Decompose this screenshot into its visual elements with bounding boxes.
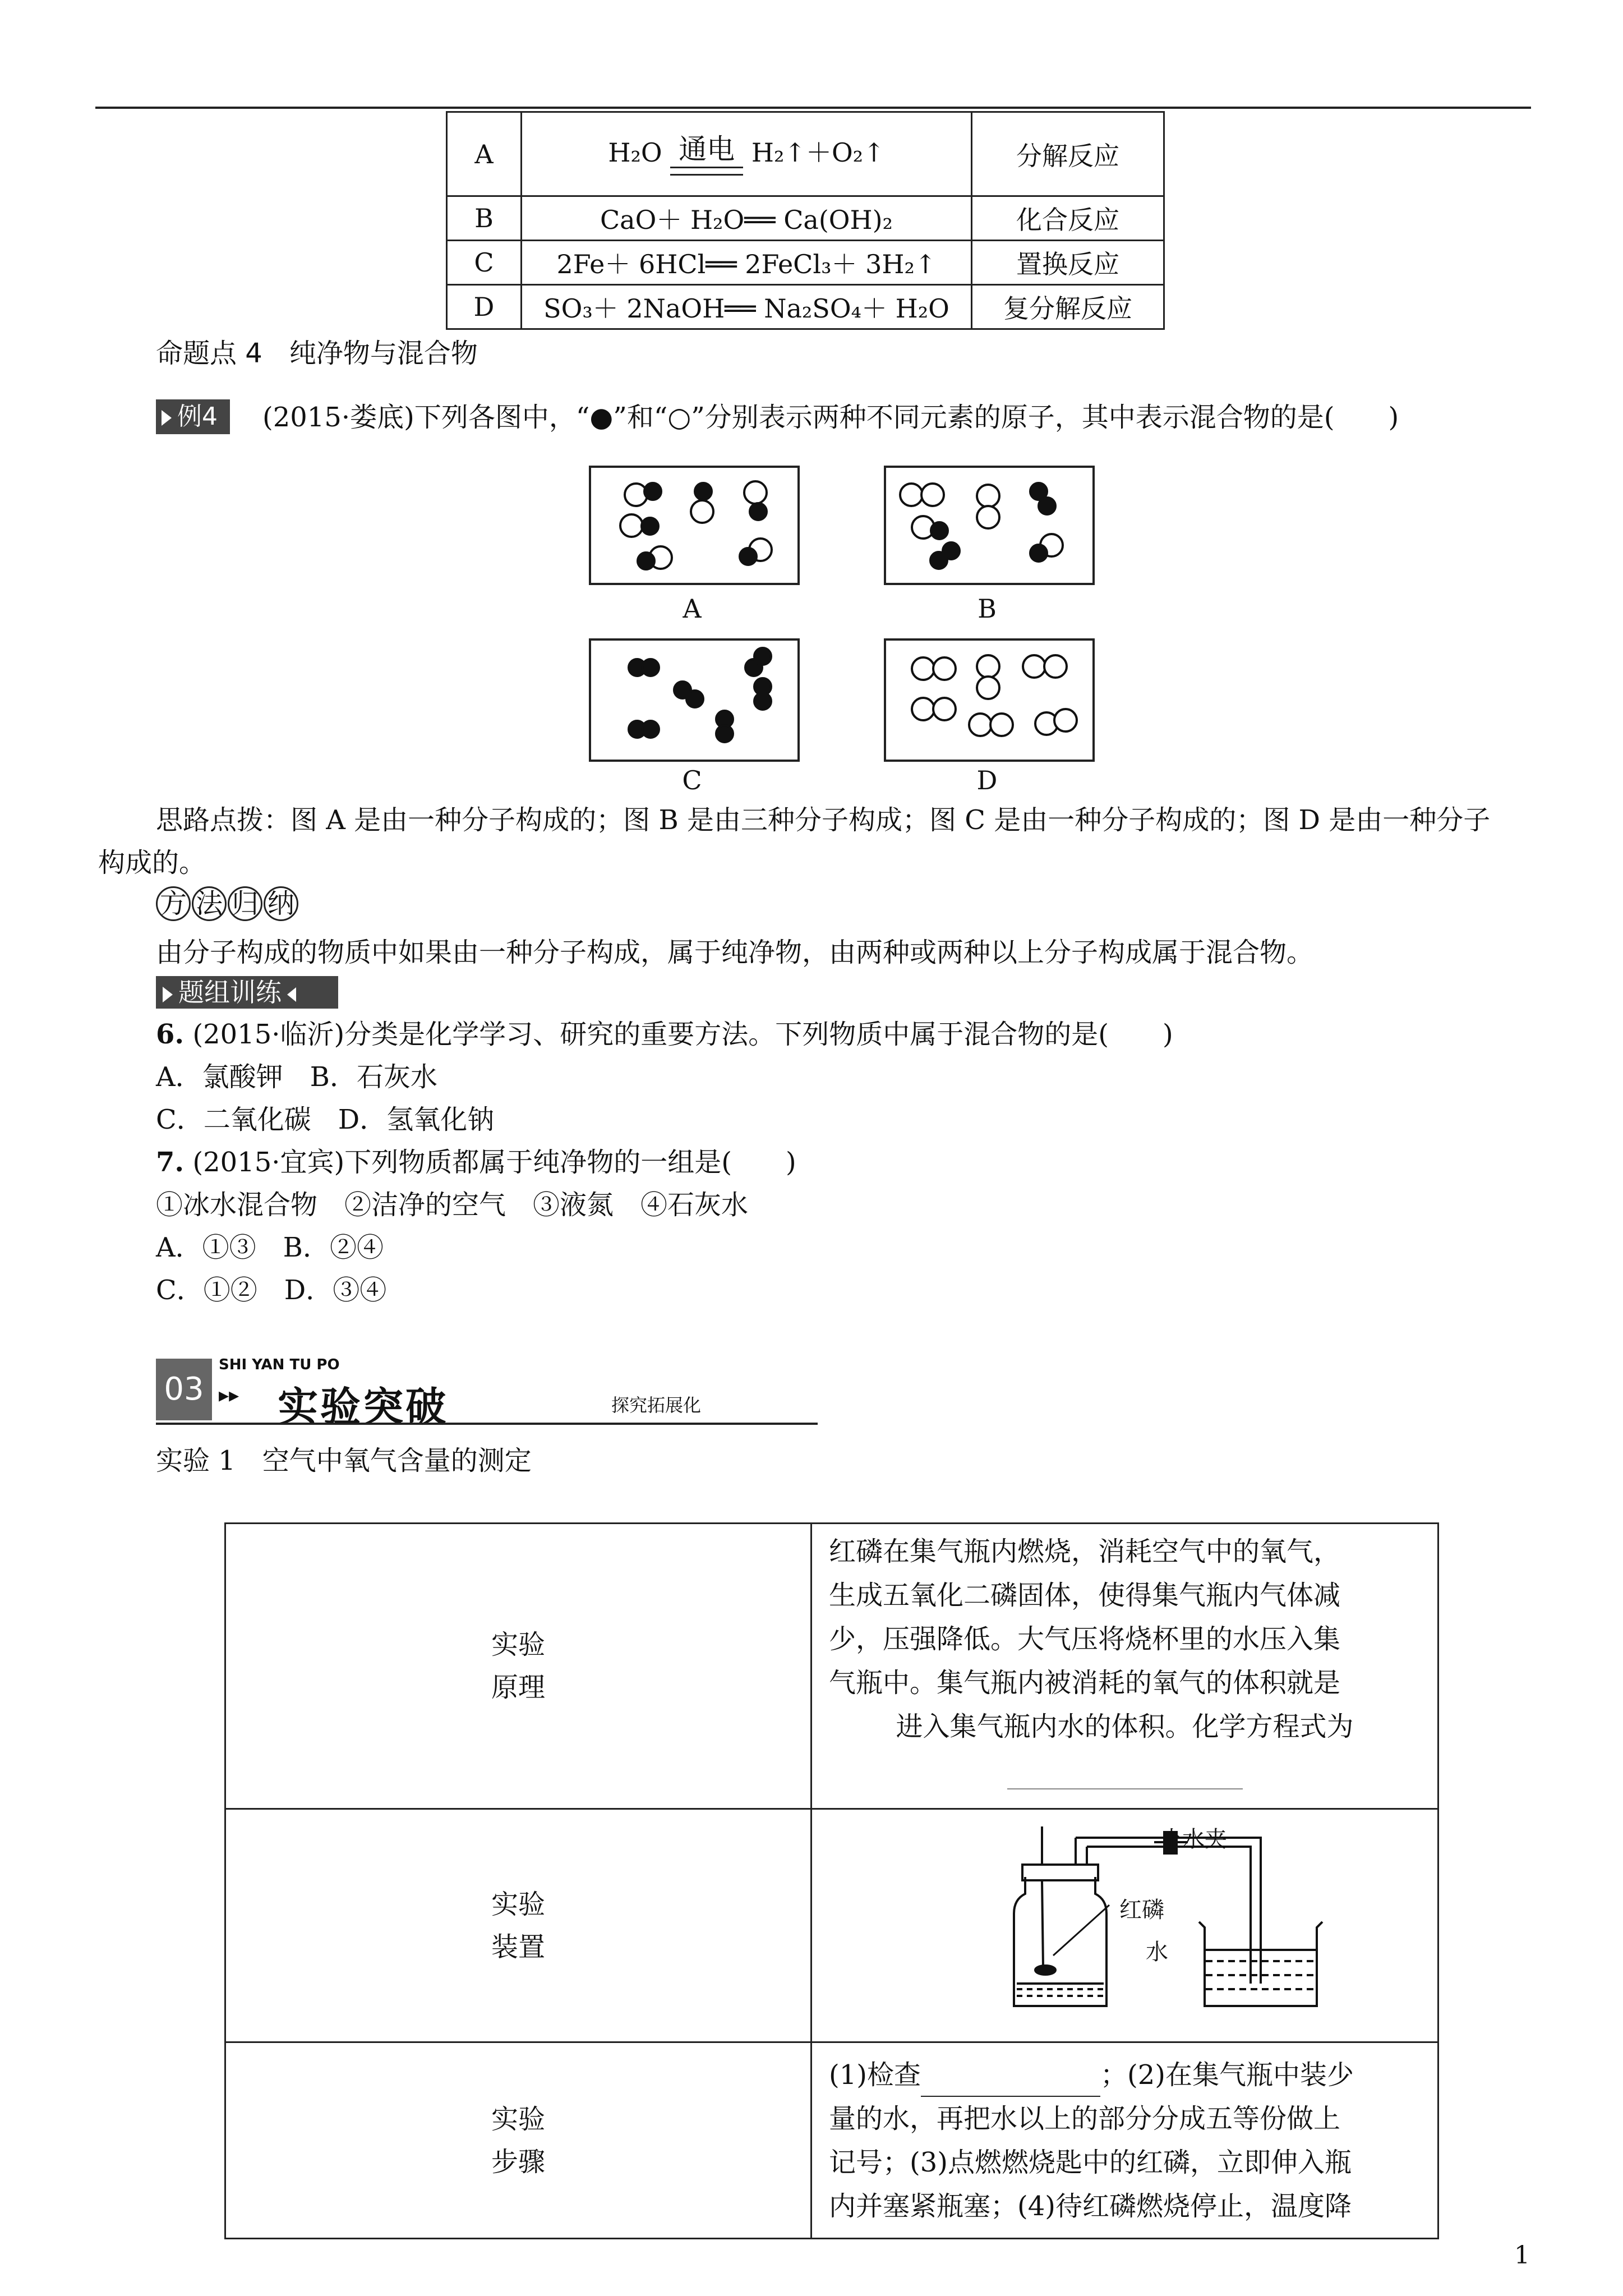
molecule-diagram-d [886,641,1092,760]
equation-right: H₂↑＋O₂↑ [751,137,885,168]
panel-label-d: D [976,765,998,795]
panel-label-c: C [682,765,702,795]
principle-line: 气瓶中。集气瓶内被消耗的氧气的体积就是 [829,1667,1341,1699]
clamp-label: 止水夹 [1160,1826,1227,1852]
group-training-label: 题组训练 [178,977,282,1007]
molecule-panel-d [884,638,1095,762]
section-rule [156,1423,818,1425]
question-text: (2015·临沂)分类是化学学习、研究的重要方法。下列物质中属于混合物的是( ) [192,1019,1173,1050]
steps-line: 量的水，再把水以上的部分分成五等份做上 [829,2102,1341,2134]
label-line: 步骤 [491,2146,545,2178]
label-line: 原理 [491,1672,545,1703]
principle-line: 生成五氧化二磷固体，使得集气瓶内气体减 [829,1580,1341,1611]
play-icon [162,410,172,426]
method-summary-heading [156,886,299,921]
method-char: 归 [228,886,262,921]
proposition-label: 命题点 4 [156,338,262,369]
q7-options-1: A．①③ B．②④ [156,1232,384,1263]
back-icon [287,987,296,1002]
hint-line-1: 思路点拨：图 A 是由一种分子构成的；图 B 是由三种分子构成；图 C 是由一种分子构成的；图 D 是由一种分子 [156,804,1491,836]
principle-content [811,1524,1438,1809]
water-label: 水 [1146,1939,1168,1965]
method-text: 由分子构成的物质中如果由一种分子构成，属于纯净物，由两种或两种以上分子构成属于混合物。 [156,937,1314,968]
proposition-heading [156,332,478,375]
row-letter: D [447,285,522,329]
section-subtitle: 探究拓展化 [611,1395,702,1416]
label-line: 实验 [491,2103,545,2135]
condition-arrow [670,134,743,176]
steps-label [225,2042,811,2239]
reaction-table [446,111,1165,330]
question-7 [156,1141,796,1184]
label-line: 实验 [491,1888,545,1920]
reaction-type: 化合反应 [972,196,1164,241]
panel-label-a: A [683,593,702,624]
phosphorus-label: 红磷 [1119,1897,1164,1923]
question-text: (2015·宜宾)下列物质都属于纯净物的一组是( ) [192,1147,796,1178]
example-badge [156,399,230,434]
method-char: 法 [192,886,227,921]
header-rule [95,107,1531,109]
principle-line: 少，压强降低。大气压将烧杯里的水压入集 [829,1623,1341,1655]
label-line: 装置 [491,1931,545,1963]
question-6 [156,1013,1173,1056]
molecule-diagram-b [886,468,1092,583]
principle-label [225,1524,811,1809]
table-row [225,1809,1438,2042]
equation-cell [522,112,972,196]
section-pinyin: SHI YAN TU PO [219,1356,340,1373]
reaction-type: 置换反应 [972,241,1164,285]
question-number: 7. [156,1147,185,1178]
double-line [670,167,743,176]
principle-line: 红磷在集气瓶内燃烧，消耗空气中的氧气， [829,1536,1341,1567]
table-row [225,1524,1438,1809]
q7-items: ①冰水混合物 ②洁净的空气 ③液氮 ④石灰水 [156,1189,749,1221]
apparatus-label [225,1809,811,2042]
panel-label-b: B [978,593,997,624]
reaction-type: 复分解反应 [972,285,1164,329]
question-number: 6. [156,1019,185,1050]
section-arrows: ▸▸ [219,1383,239,1407]
steps-line: 内并塞紧瓶塞；(4)待红磷燃烧停止，温度降 [829,2190,1352,2222]
table-row [447,285,1164,329]
row-letter: C [447,241,522,285]
molecule-panel-c [589,638,800,762]
group-training-badge [156,976,338,1009]
equation-cell: CaO＋ H₂O══ Ca(OH)₂ [522,196,972,241]
molecule-panel-a [589,466,800,585]
example-text: (2015·娄底)下列各图中，“●”和“○”分别表示两种不同元素的原子，其中表示混合物的是( ) [262,402,1399,433]
q6-options-1: A．氯酸钾 B．石灰水 [156,1061,437,1093]
steps-text: (1)检查 [829,2059,921,2091]
hint-line-2: 构成的。 [98,847,206,878]
steps-content [811,2042,1438,2239]
row-letter: B [447,196,522,241]
equation-left: H₂O [608,137,662,168]
method-char: 方 [156,886,191,921]
page-number: 1 [1514,2241,1530,2270]
row-letter: A [447,112,522,196]
proposition-title: 纯净物与混合物 [289,338,478,369]
condition-label: 通电 [679,133,735,165]
section-title: 实验突破 [278,1383,449,1430]
apparatus-cell [811,1809,1438,2042]
method-char: 纳 [264,886,298,921]
answer-blank [921,2073,1100,2097]
equation-cell: 2Fe＋ 6HCl══ 2FeCl₃＋ 3H₂↑ [522,241,972,285]
apparatus-diagram [829,1815,1390,2023]
experiment-title: 实验 1 空气中氧气含量的测定 [156,1445,532,1476]
q6-options-2: C．二氧化碳 D．氢氧化钠 [156,1104,495,1135]
q7-options-2: C．①② D．③④ [156,1274,387,1306]
table-row [447,241,1164,285]
play-icon [163,987,173,1002]
label-line: 实验 [491,1629,545,1660]
principle-line: 进入集气瓶内水的体积。化学方程式为 [896,1711,1354,1742]
section-number: 03 [156,1359,212,1420]
table-row [447,112,1164,196]
example-label: 例4 [177,402,218,431]
experiment-table [224,1522,1439,2239]
steps-line: 记号；(3)点燃燃烧匙中的红磷，立即伸入瓶 [829,2146,1352,2178]
equation-cell: SO₃＋ 2NaOH══ Na₂SO₄＋ H₂O [522,285,972,329]
reaction-type: 分解反应 [972,112,1164,196]
steps-text: ；(2)在集气瓶中装少 [1100,2059,1354,2091]
molecule-diagram-c [591,641,797,760]
table-row [447,196,1164,241]
table-row [225,2042,1438,2239]
equation-blank [829,1759,1421,1802]
molecule-diagram-a [591,468,797,583]
molecule-panel-b [884,466,1095,585]
steps-line [829,2053,1421,2097]
